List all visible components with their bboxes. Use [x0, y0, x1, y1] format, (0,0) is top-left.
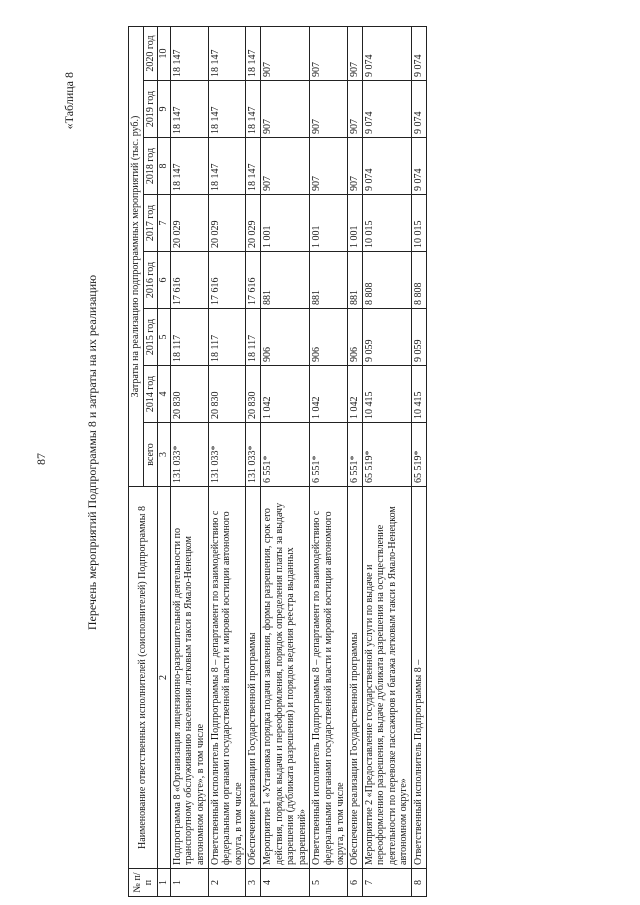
cell-value: 907 — [260, 81, 309, 138]
column-index: 7 — [158, 195, 171, 252]
cell-total: 131 033* — [170, 423, 208, 487]
page-number: 87 — [34, 453, 48, 465]
cell-value: 906 — [260, 309, 309, 366]
cell-value: 18 117 — [208, 309, 246, 366]
cell-total: 6 551* — [348, 423, 363, 487]
row-name: Ответственный исполнитель Подпрограммы 8 – департамент по взаимодействию с федеральными органами государственной власти и мировой юстиции автономного округа, в том числе — [310, 487, 348, 869]
header-year: 2018 год — [143, 138, 158, 195]
cell-value: 1 001 — [260, 195, 309, 252]
header-costs: Затраты на реализацию подпрограммных мероприятий (тыс. руб.) — [129, 26, 144, 486]
table-row — [412, 26, 427, 896]
cell-value: 20 029 — [246, 195, 261, 252]
cell-value: 907 — [348, 138, 363, 195]
column-index: 8 — [158, 138, 171, 195]
cell-value: 20 830 — [170, 366, 208, 423]
cell-value: 907 — [260, 26, 309, 80]
column-index-row — [158, 26, 171, 896]
cell-value: 18 147 — [170, 26, 208, 80]
cell-value: 18 117 — [170, 309, 208, 366]
cell-value: 1 001 — [348, 195, 363, 252]
cell-total: 6 551* — [310, 423, 348, 487]
cell-value: 881 — [348, 252, 363, 309]
column-index: 4 — [158, 366, 171, 423]
header-year: 2015 год — [143, 309, 158, 366]
header-year: 2020 год — [143, 26, 158, 80]
cell-total: 6 551* — [260, 423, 309, 487]
cell-value: 9 059 — [412, 309, 427, 366]
row-name: Мероприятие 1 «Установка порядка подачи заявления, формы разрешения, срок его действия, порядок выдачи и переоформления, порядок определения платы за выдачу разрешения (дубликата разрешения) и порядок ведения реестра выданных разрешений» — [260, 487, 309, 869]
cell-value: 8 808 — [362, 252, 411, 309]
cell-value: 17 616 — [246, 252, 261, 309]
header-year: 2014 год — [143, 366, 158, 423]
cell-value: 18 117 — [246, 309, 261, 366]
table-row — [246, 26, 261, 896]
row-number: 6 — [348, 869, 363, 897]
cell-value: 1 001 — [310, 195, 348, 252]
cell-value: 20 029 — [208, 195, 246, 252]
cell-value: 907 — [310, 26, 348, 80]
costs-table — [128, 26, 427, 897]
row-number: 4 — [260, 869, 309, 897]
cell-value: 881 — [260, 252, 309, 309]
cell-value: 9 059 — [362, 309, 411, 366]
cell-value: 17 616 — [170, 252, 208, 309]
cell-value: 18 147 — [246, 138, 261, 195]
cell-value: 20 830 — [208, 366, 246, 423]
row-name: Ответственный исполнитель Подпрограммы 8 – — [412, 487, 427, 869]
column-index: 10 — [158, 26, 171, 80]
column-index: 1 — [158, 869, 171, 897]
cell-value: 881 — [310, 252, 348, 309]
cell-total: 65 519* — [362, 423, 411, 487]
cell-value: 10 415 — [362, 366, 411, 423]
column-index: 3 — [158, 423, 171, 487]
column-index: 2 — [158, 487, 171, 869]
cell-value: 9 074 — [412, 26, 427, 80]
table-label: «Таблица 8 — [62, 72, 76, 130]
cell-value: 18 147 — [208, 81, 246, 138]
cell-value: 9 074 — [362, 138, 411, 195]
cell-value: 9 074 — [362, 26, 411, 80]
table-row — [348, 26, 363, 896]
cell-value: 907 — [260, 138, 309, 195]
header-year: 2017 год — [143, 195, 158, 252]
cell-value: 1 042 — [260, 366, 309, 423]
row-number: 8 — [412, 869, 427, 897]
row-name: Ответственный исполнитель Подпрограммы 8 – департамент по взаимодействию с федеральными органами государственной власти и мировой юстиции автономного округа, в том числе — [208, 487, 246, 869]
cell-value: 9 074 — [412, 81, 427, 138]
cell-value: 10 015 — [362, 195, 411, 252]
table-row — [170, 26, 208, 896]
row-name: Обеспечение реализации Государственной программы — [348, 487, 363, 869]
cell-value: 907 — [348, 26, 363, 80]
cell-value: 17 616 — [208, 252, 246, 309]
row-number: 5 — [310, 869, 348, 897]
table-row — [362, 26, 411, 896]
table-row — [310, 26, 348, 896]
table-row — [208, 26, 246, 896]
cell-value: 906 — [310, 309, 348, 366]
header-year: 2019 год — [143, 81, 158, 138]
row-number: 7 — [362, 869, 411, 897]
row-number: 1 — [170, 869, 208, 897]
cell-value: 18 147 — [208, 26, 246, 80]
header-year: 2016 год — [143, 252, 158, 309]
cell-value: 18 147 — [208, 138, 246, 195]
cell-value: 18 147 — [246, 81, 261, 138]
column-index: 5 — [158, 309, 171, 366]
cell-value: 10 015 — [412, 195, 427, 252]
cell-value: 10 415 — [412, 366, 427, 423]
row-name: Обеспечение реализации Государственной программы — [246, 487, 261, 869]
column-index: 6 — [158, 252, 171, 309]
cell-value: 907 — [310, 81, 348, 138]
cell-total: 131 033* — [208, 423, 246, 487]
column-index: 9 — [158, 81, 171, 138]
row-number: 2 — [208, 869, 246, 897]
cell-value: 9 074 — [362, 81, 411, 138]
cell-total: 131 033* — [246, 423, 261, 487]
cell-value: 18 147 — [246, 26, 261, 80]
cell-total: 65 519* — [412, 423, 427, 487]
cell-value: 8 808 — [412, 252, 427, 309]
cell-value: 1 042 — [348, 366, 363, 423]
cell-value: 9 074 — [412, 138, 427, 195]
cell-value: 906 — [348, 309, 363, 366]
cell-value: 18 147 — [170, 81, 208, 138]
cell-value: 20 830 — [246, 366, 261, 423]
page-title: Перечень мероприятий Подпрограммы 8 и затраты на их реализацию — [85, 274, 99, 631]
row-name: Мероприятие 2 «Предоставление государственной услуги по выдаче и переоформлению разрешения, выдаче дубликата разрешения на осуществление деятельности по перевозке пассажиров и багажа легковым такси в Ямало-Ненецком автономном округе» — [362, 487, 411, 869]
cell-value: 907 — [310, 138, 348, 195]
cell-value: 1 042 — [310, 366, 348, 423]
header-num: № п/п — [129, 869, 158, 897]
header-name: Наименование ответственных исполнителей (соисполнителей) Подпрограммы 8 — [129, 487, 158, 869]
table-row — [260, 26, 309, 896]
row-number: 3 — [246, 869, 261, 897]
cell-value: 907 — [348, 81, 363, 138]
row-name: Подпрограмма 8 «Организация лицензионно-разрешительной деятельности по транспортному обслуживанию населения легковым такси в Ямало-Ненецком автономном округе», в том числе — [170, 487, 208, 869]
cell-value: 20 029 — [170, 195, 208, 252]
header-total: всего — [143, 423, 158, 487]
cell-value: 18 147 — [170, 138, 208, 195]
